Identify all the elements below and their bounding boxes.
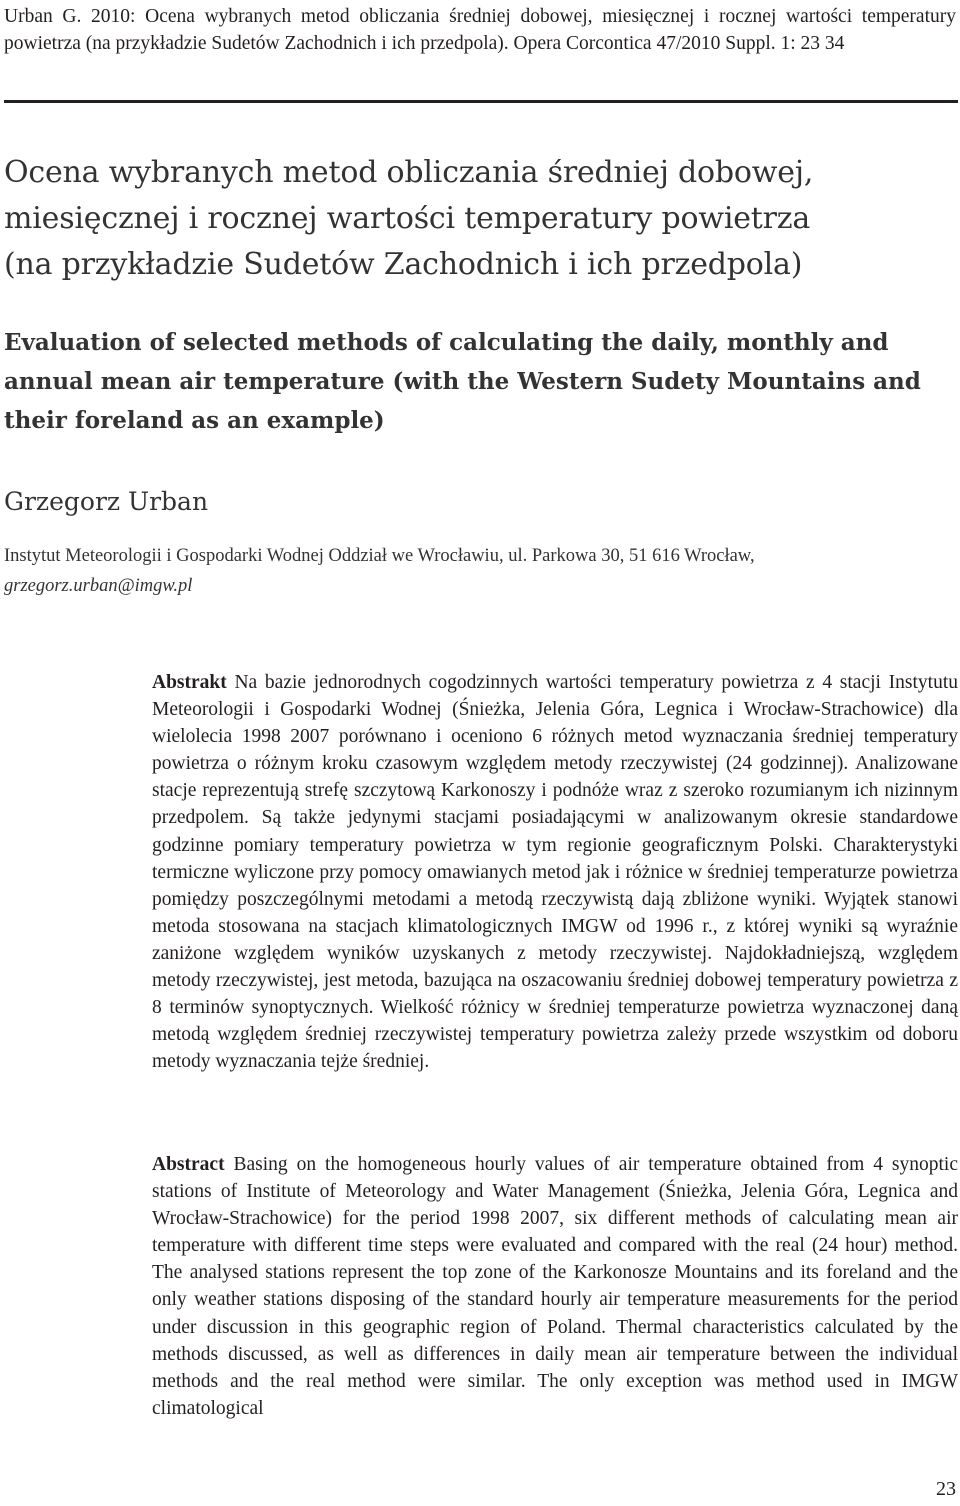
author-affiliation [4,541,954,601]
title-en-line: Evaluation of selected methods of calculating the daily, monthly and [4,329,889,356]
abstract-polish [152,669,958,1075]
article-title-english [4,323,954,440]
page-number: 23 [936,1478,956,1500]
abstract-pl-text: Na bazie jednorodnych cogodzinnych wartości temperatury powietrza z 4 stacji Instytutu Meteorologii i Gospodarki Wodnej (Śnieżka, Jelenia Góra, Legnica i Wrocław-Strachowice) dla wielolecia 1998 2007 porównano i oceniono 6 różnych metod wyznaczania średniej temperatury powietrza o różnym kroku czasowym względem metody rzeczywistej (24 godzinnej). Analizowane stacje reprezentują strefę szczytową Karkonoszy i podnóże wraz z szeroko rozumianym ich nizinnym przedpolem. Są także jedynymi stacjami posiadającymi w analizowanym okresie standardowe godzinne pomiary temperatury powietrza w tym regionie geograficznym Polski. Charakterystyki termiczne wyliczone przy pomocy omawianych metod jak i różnice w średniej temperaturze powietrza pomiędzy poszczególnymi metodami a metodą rzeczywistą dają zbliżone wyniki. Wyjątek stanowi metoda stosowana na stacjach klimatologicznych IMGW od 1996 r., z której wyniki są wyraźnie zaniżone względem wyników uzyskanych z metody rzeczywistej. Najdokładniejszą, względem metody rzeczywistej, jest metoda, bazująca na oszacowaniu średniej dobowej temperatury powietrza z 8 terminów synoptycznych. Wielkość różnicy w średniej temperaturze powietrza wyznaczonej daną metodą względem średniej rzeczywistej temperatury powietrza zależy przede wszystkim od doboru metody wyznaczania tejże średniej. [152,672,958,1073]
title-en-line: annual mean air temperature (with the Western Sudety Mountains and [4,368,921,395]
title-en-line: their foreland as an example) [4,407,385,434]
article-title-polish [4,150,954,288]
abstract-en-label: Abstract [152,1154,225,1175]
header-divider [4,100,958,103]
title-pl-line: Ocena wybranych metod obliczania średniej dobowej, [4,155,814,190]
affiliation-address: Instytut Meteorologii i Gospodarki Wodnej Oddział we Wrocławiu, ul. Parkowa 30, 51 616 Wrocław, [4,546,755,566]
abstract-pl-label: Abstrakt [152,672,227,693]
author-email-link[interactable]: grzegorz.urban@imgw.pl [4,576,193,596]
author-name: Grzegorz Urban [4,487,209,516]
citation-header: Urban G. 2010: Ocena wybranych metod obliczania średniej dobowej, miesięcznej i rocznej wartości temperatury powietrza (na przykładzie Sudetów Zachodnich i ich przedpola). Opera Corcontica 47/2010 Suppl. 1: 23 34 [4,6,956,54]
title-pl-line: miesięcznej i rocznej wartości temperatury powietrza [4,201,811,236]
abstract-english [152,1151,958,1422]
title-pl-line: (na przykładzie Sudetów Zachodnich i ich przedpola) [4,247,803,282]
abstract-en-text: Basing on the homogeneous hourly values of air temperature obtained from 4 synoptic stations of Institute of Meteorology and Water Management (Śnieżka, Jelenia Góra, Legnica and Wrocław-Strachowice) for the period 1998 2007, six different methods of calculating mean air temperature with different time steps were evaluated and compared with the real (24 hour) method. The analysed stations represent the top zone of the Karkonosze Mountains and its foreland and the only weather stations disposing of the standard hourly air temperature measurements for the period under discussion in this geographic region of Poland. Thermal characteristics calculated by the methods discussed, as well as differences in daily mean air temperature between the individual methods and the real method were similar. The only exception was method used in IMGW climatological [152,1154,958,1419]
